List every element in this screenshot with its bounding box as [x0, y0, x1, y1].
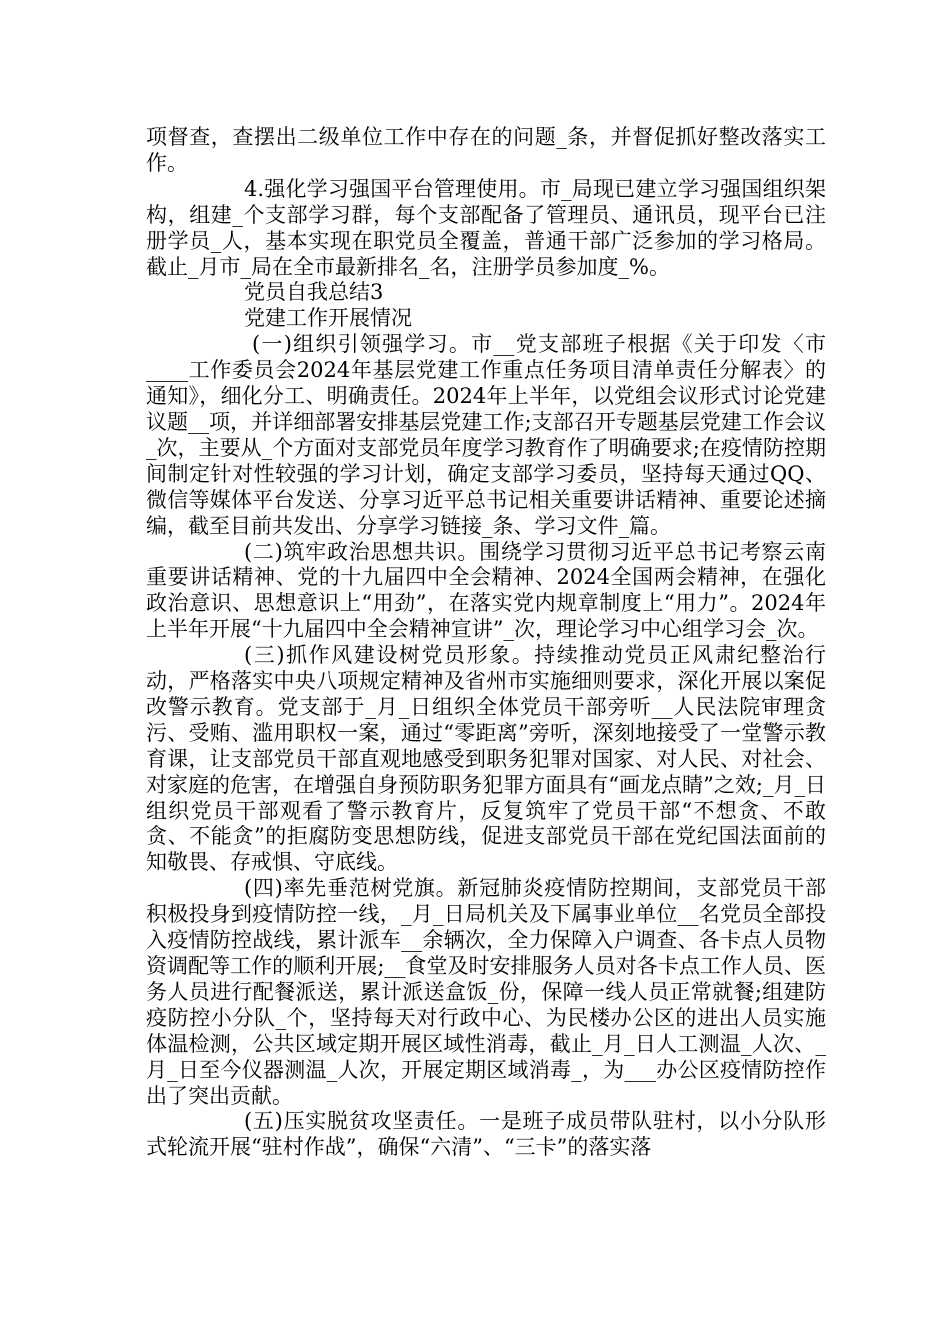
paragraph-epidemic: (四)率先垂范树党旗。新冠肺炎疫情防控期间，支部党员干部积极投身到疫情防控一线，_月_日局机关及下属事业单位__名党员全部投入疫情防控战线，累计派车__余辆次，全力保障入户调查、各卡点人员物资调配等工作的顺利开展;__食堂及时安排服务人员对各卡点工作人员、医务人员进行配餐派送，累计派送盒饭_份，保障一线人员正常就餐;组建防疫防控小分队_个，坚持每天对行政中心、为民楼办公区的进出人员实施体温检测，公共区域定期开展区域性消毒，截止_月_日人工测温_人次、_月_日至今仪器测温_人次，开展定期区域消毒_，为___办公区疫情防控作出了突出贡献。 [146, 876, 826, 1108]
paragraph-work-style: (三)抓作风建设树党员形象。持续推动党员正风肃纪整治行动，严格落实中央八项规定精神及省州市实施细则要求，深化开展以案促改警示教育。党支部于_月_日组织全体党员干部旁听__人民法院审理贪污、受贿、滥用职权一案，通过“零距离”旁听，深刻地接受了一堂警示教育课，让支部党员干部直观地感受到职务犯罪对国家、对人民、对社会、对家庭的危害，在增强自身预防职务犯罪方面具有“画龙点睛”之效;_月_日组织党员干部观看了警示教育片，反复筑牢了党员干部“不想贪、不敢贪、不能贪”的拒腐防变思想防线，促进支部党员干部在党纪国法面前的知敬畏、存戒惧、守底线。 [146, 643, 826, 875]
paragraph-political-thought: (二)筑牢政治思想共识。围绕学习贯彻习近平总书记考察云南重要讲话精神、党的十九届四中全会精神、2024全国两会精神，在强化政治意识、思想意识上“用劲”，在落实党内规章制度上“用力”。2024年上半年开展“十九届四中全会精神宣讲”_次，理论学习中心组学习会_次。 [146, 539, 826, 642]
document-page [146, 125, 826, 1161]
paragraph-study-platform: 4.强化学习强国平台管理使用。市_局现已建立学习强国组织架构，组建_个支部学习群，每个支部配备了管理员、通讯员，现平台已注册学员_人，基本实现在职党员全覆盖，普通干部广泛参加的学习格局。截止_月市_局在全市最新排名_名，注册学员参加度_%。 [146, 176, 826, 279]
section-subtitle: 党建工作开展情况 [244, 306, 412, 331]
section-title: 党员自我总结3 [244, 280, 384, 305]
paragraph-poverty: (五)压实脱贫攻坚责任。一是班子成员带队驻村，以小分队形式轮流开展“驻村作战”，确保“六清”、“三卡”的落实落 [146, 1109, 826, 1160]
paragraph-continuation: 项督查，查摆出二级单位工作中存在的问题_条，并督促抓好整改落实工作。 [146, 125, 826, 175]
paragraph-organization: (一)组织引领强学习。市__党支部班子根据《关于印发〈市____工作委员会2024年基层党建工作重点任务项目清单责任分解表〉的通知》，细化分工、明确责任。2024年上半年，以党组会议形式讨论党建议题__项，并详细部署安排基层党建工作;支部召开专题基层党建工作会议_次，主要从_个方面对支部党员年度学习教育作了明确要求;在疫情防控期间制定针对性较强的学习计划，确定支部学习委员，坚持每天通过QQ、微信等媒体平台发送、分享习近平总书记相关重要讲话精神、重要论述摘编，截至目前共发出、分享学习链接_条、学习文件_篇。 [146, 332, 826, 538]
